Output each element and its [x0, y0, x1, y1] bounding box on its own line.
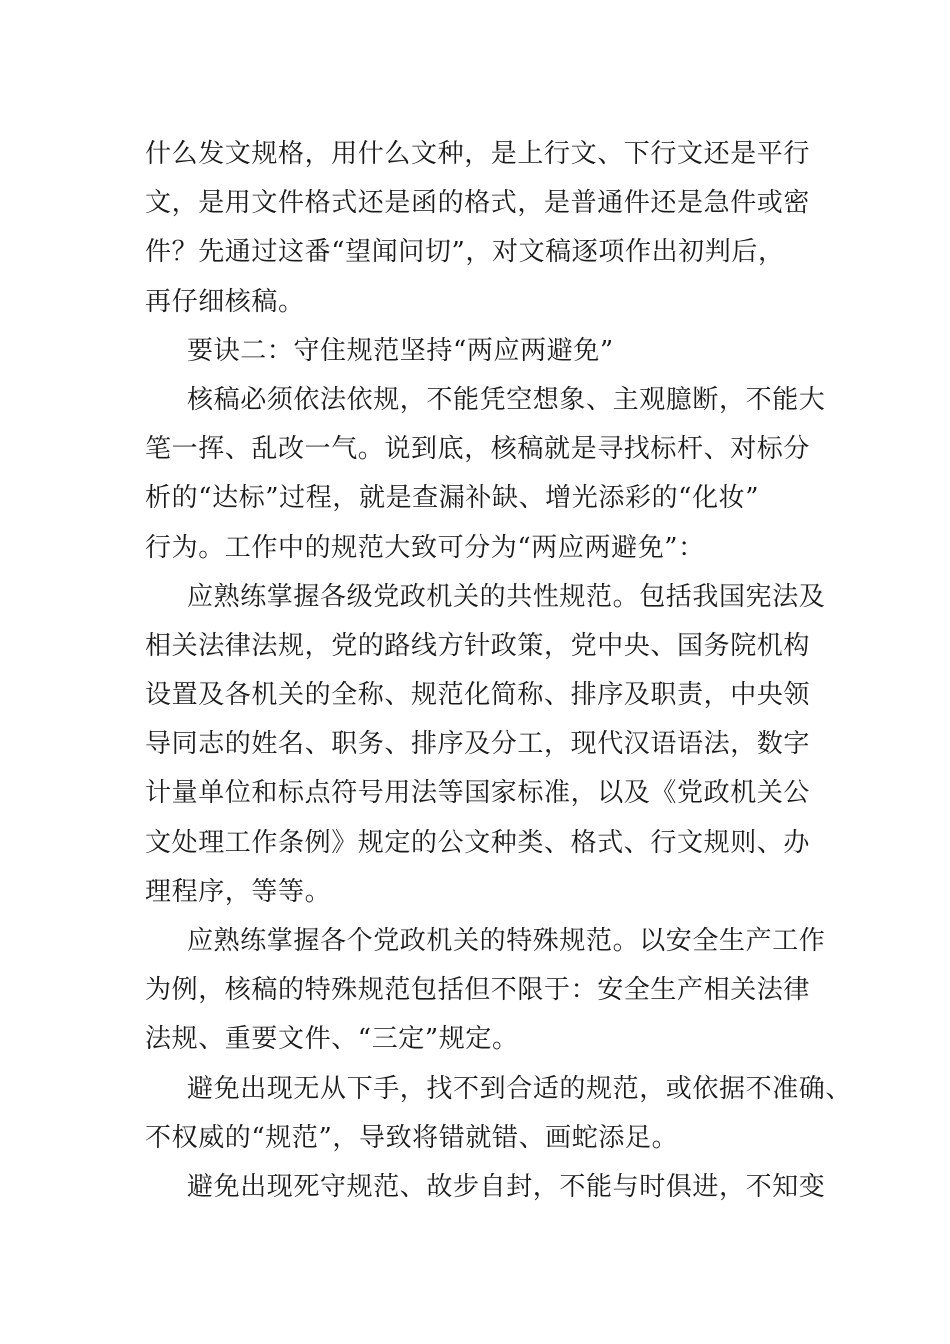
text-line: 行为。工作中的规范大致可分为“两应两避免”：: [145, 532, 705, 563]
text-line: 什么发文规格，用什么文种，是上行文、下行文还是平行: [145, 139, 811, 169]
text-line: 相关法律法规，党的路线方针政策，党中央、国务院机构: [145, 630, 811, 661]
text-line: 导同志的姓名、职务、排序及分工，现代汉语语法，数字: [145, 729, 811, 760]
text-line: 再仔细核稿。: [145, 286, 305, 317]
text-line: 理程序，等等。: [145, 876, 332, 907]
text-line: 避免出现死守规范、故步自封，不能与时俱进，不知变: [187, 1171, 826, 1202]
text-line: 应熟练掌握各级党政机关的共性规范。包括我国宪法及: [187, 581, 826, 612]
text-line: 件？先通过这番“望闻问切”，对文稿逐项作出初判后，: [145, 237, 785, 268]
text-line: 文，是用文件格式还是函的格式，是普通件还是急件或密: [145, 188, 811, 219]
text-line: 核稿必须依法依规，不能凭空想象、主观臆断，不能大: [187, 384, 826, 415]
text-line: 应熟练掌握各个党政机关的特殊规范。以安全生产工作: [187, 926, 826, 956]
text-line: 文处理工作条例》规定的公文种类、格式、行文规则、办: [145, 827, 811, 858]
text-line: 设置及各机关的全称、规范化简称、排序及职责，中央领: [145, 680, 811, 711]
text-line: 法规、重要文件、“三定”规定。: [145, 1024, 519, 1055]
text-line: 笔一挥、乱改一气。说到底，核稿就是寻找标杆、对标分: [145, 434, 811, 465]
text-line: 析的“达标”过程，就是查漏补缺、增光添彩的“化妆”: [145, 483, 760, 514]
text-line: 为例，核稿的特殊规范包括但不限于：安全生产相关法律: [145, 975, 811, 1006]
text-line: 不权威的“规范”，导致将错就错、画蛇添足。: [145, 1122, 679, 1153]
text-line: 避免出现无从下手，找不到合适的规范，或依据不准确、: [187, 1073, 853, 1104]
text-line: 要诀二：守住规范坚持“两应两避免”: [187, 335, 614, 366]
text-line: 计量单位和标点符号用法等国家标准，以及《党政机关公: [145, 778, 811, 809]
document-body: [145, 130, 853, 1212]
